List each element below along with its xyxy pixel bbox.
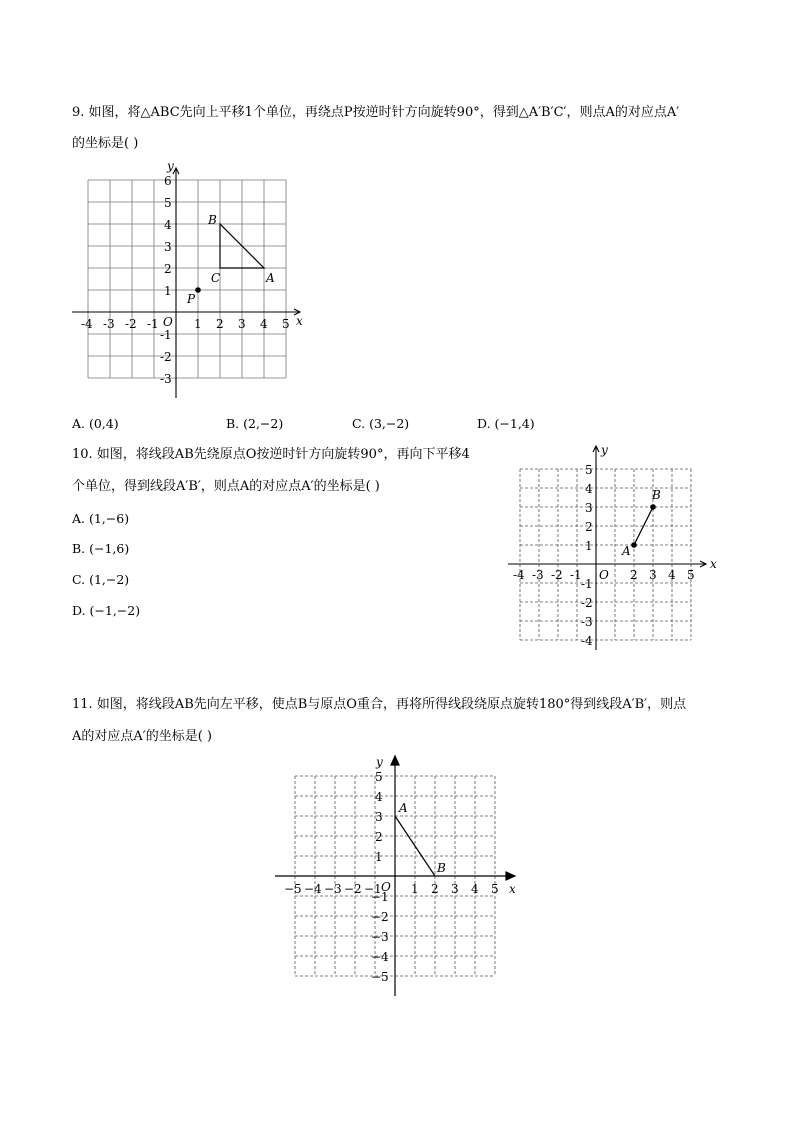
q10-xtick: -3 xyxy=(532,568,544,582)
q11-ytick: −4 xyxy=(371,950,389,964)
q10-xtick: -1 xyxy=(570,568,582,582)
q11-ytick: 2 xyxy=(375,830,383,844)
q11-label-a: A xyxy=(399,801,408,815)
q9-y-label: y xyxy=(167,159,174,173)
q9-option-a[interactable]: A. (0,4) xyxy=(72,416,119,431)
q9-point-p xyxy=(195,287,201,293)
q9-xtick: 1 xyxy=(194,317,202,331)
q11-xtick: 1 xyxy=(411,882,419,896)
q11-ytick: −5 xyxy=(371,970,389,984)
q9-label-c: C xyxy=(211,271,221,285)
q10-option-a[interactable]: A. (1,−6) xyxy=(72,511,130,526)
q9-ytick: 4 xyxy=(164,218,172,232)
q9-ytick: -3 xyxy=(160,372,172,386)
q10-ytick: -3 xyxy=(581,615,593,629)
q11-ytick: −3 xyxy=(371,930,389,944)
q9-xtick: -1 xyxy=(147,317,159,331)
q11-xtick: 5 xyxy=(491,882,499,896)
q10-option-c[interactable]: C. (1,−2) xyxy=(72,572,130,587)
q9-label-p: P xyxy=(187,292,196,306)
q11-ytick: −1 xyxy=(371,890,389,904)
q11-xtick: −4 xyxy=(304,882,322,896)
q10-ytick: 1 xyxy=(585,539,593,553)
q11-xtick: 3 xyxy=(451,882,459,896)
q9-xtick: 3 xyxy=(238,317,246,331)
q9-ytick: 6 xyxy=(164,174,172,188)
q10-xtick: -2 xyxy=(551,568,563,582)
q10-xtick: -4 xyxy=(513,568,525,582)
q9-xtick: 2 xyxy=(216,317,224,331)
q9-ytick: -2 xyxy=(160,350,172,364)
q11-ytick: 1 xyxy=(375,850,383,864)
q9-ytick: 1 xyxy=(164,284,172,298)
q10-text-line1: 10. 如图，将线段AB先绕原点O按逆时针方向旋转90°，再向下平移4 xyxy=(72,447,470,462)
q10-ytick: -4 xyxy=(581,634,593,648)
q9-text-line1: 9. 如图，将△ABC先向上平移1个单位，再绕点P按逆时针方向旋转90°，得到△A′B′C′，则点A的对应点A′ xyxy=(72,105,680,120)
q10-xtick: 5 xyxy=(687,568,695,582)
q9-xtick: -3 xyxy=(103,317,115,331)
q11-label-b: B xyxy=(437,861,446,875)
q9-option-c[interactable]: C. (3,−2) xyxy=(352,416,410,431)
q10-option-b[interactable]: B. (−1,6) xyxy=(72,541,130,556)
q11-text-line2: A的对应点A′的坐标是( ) xyxy=(72,729,213,744)
q11-figure xyxy=(270,750,530,1000)
q10-ytick: 5 xyxy=(585,463,593,477)
q11-ytick: 4 xyxy=(375,790,383,804)
q10-ytick: 2 xyxy=(585,520,593,534)
q11-text-line1: 11. 如图，将线段AB先向左平移，使点B与原点O重合，再将所得线段绕原点旋转180°得到线段A′B′，则点 xyxy=(72,697,687,712)
q9-option-d[interactable]: D. (−1,4) xyxy=(477,416,535,431)
q11-x-label: x xyxy=(509,882,516,896)
q9-label-a: A xyxy=(266,271,275,285)
q10-ytick: 3 xyxy=(585,501,593,515)
q9-text-line2: 的坐标是( ) xyxy=(72,136,139,151)
q10-ytick: -1 xyxy=(581,577,593,591)
q10-xtick: 2 xyxy=(630,568,638,582)
q10-xtick: 3 xyxy=(649,568,657,582)
q10-ytick: -2 xyxy=(581,596,593,610)
q11-xtick: −5 xyxy=(284,882,302,896)
q10-x-label: x xyxy=(710,557,717,571)
q9-ytick: 2 xyxy=(164,262,172,276)
q10-point-b xyxy=(650,504,656,510)
q9-x-label: x xyxy=(296,314,303,328)
q10-origin-label: O xyxy=(599,568,609,582)
q9-ytick: -1 xyxy=(160,328,172,342)
q9-origin-label: O xyxy=(163,315,173,329)
q9-xtick: 4 xyxy=(260,317,268,331)
q11-xtick: −2 xyxy=(344,882,362,896)
q10-point-a xyxy=(631,542,637,548)
q11-y-label: y xyxy=(376,755,383,769)
q10-option-d[interactable]: D. (−1,−2) xyxy=(72,603,141,618)
q9-ytick: 5 xyxy=(164,196,172,210)
q9-label-b: B xyxy=(208,213,217,227)
q9-xtick: 5 xyxy=(282,317,290,331)
q10-label-a: A xyxy=(622,544,631,558)
q11-ytick: 3 xyxy=(375,810,383,824)
q10-ytick: 4 xyxy=(585,482,593,496)
q9-xtick: -4 xyxy=(81,317,93,331)
q10-text-line2: 个单位，得到线段A′B′，则点A的对应点A′的坐标是( ) xyxy=(72,479,380,494)
q10-xtick: 4 xyxy=(668,568,676,582)
q11-xtick: −3 xyxy=(324,882,342,896)
q10-y-label: y xyxy=(601,443,608,457)
q10-figure xyxy=(500,440,730,655)
q9-ytick: 3 xyxy=(164,240,172,254)
q9-figure xyxy=(60,158,320,408)
q11-xtick: 2 xyxy=(431,882,439,896)
q11-xtick: 4 xyxy=(471,882,479,896)
q11-origin-label: O xyxy=(381,880,391,894)
q10-label-b: B xyxy=(652,488,661,502)
q9-option-b[interactable]: B. (2,−2) xyxy=(226,416,284,431)
q11-xtick: −1 xyxy=(364,882,382,896)
q11-ytick: −2 xyxy=(371,910,389,924)
q9-xtick: -2 xyxy=(125,317,137,331)
q11-ytick: 5 xyxy=(375,770,383,784)
